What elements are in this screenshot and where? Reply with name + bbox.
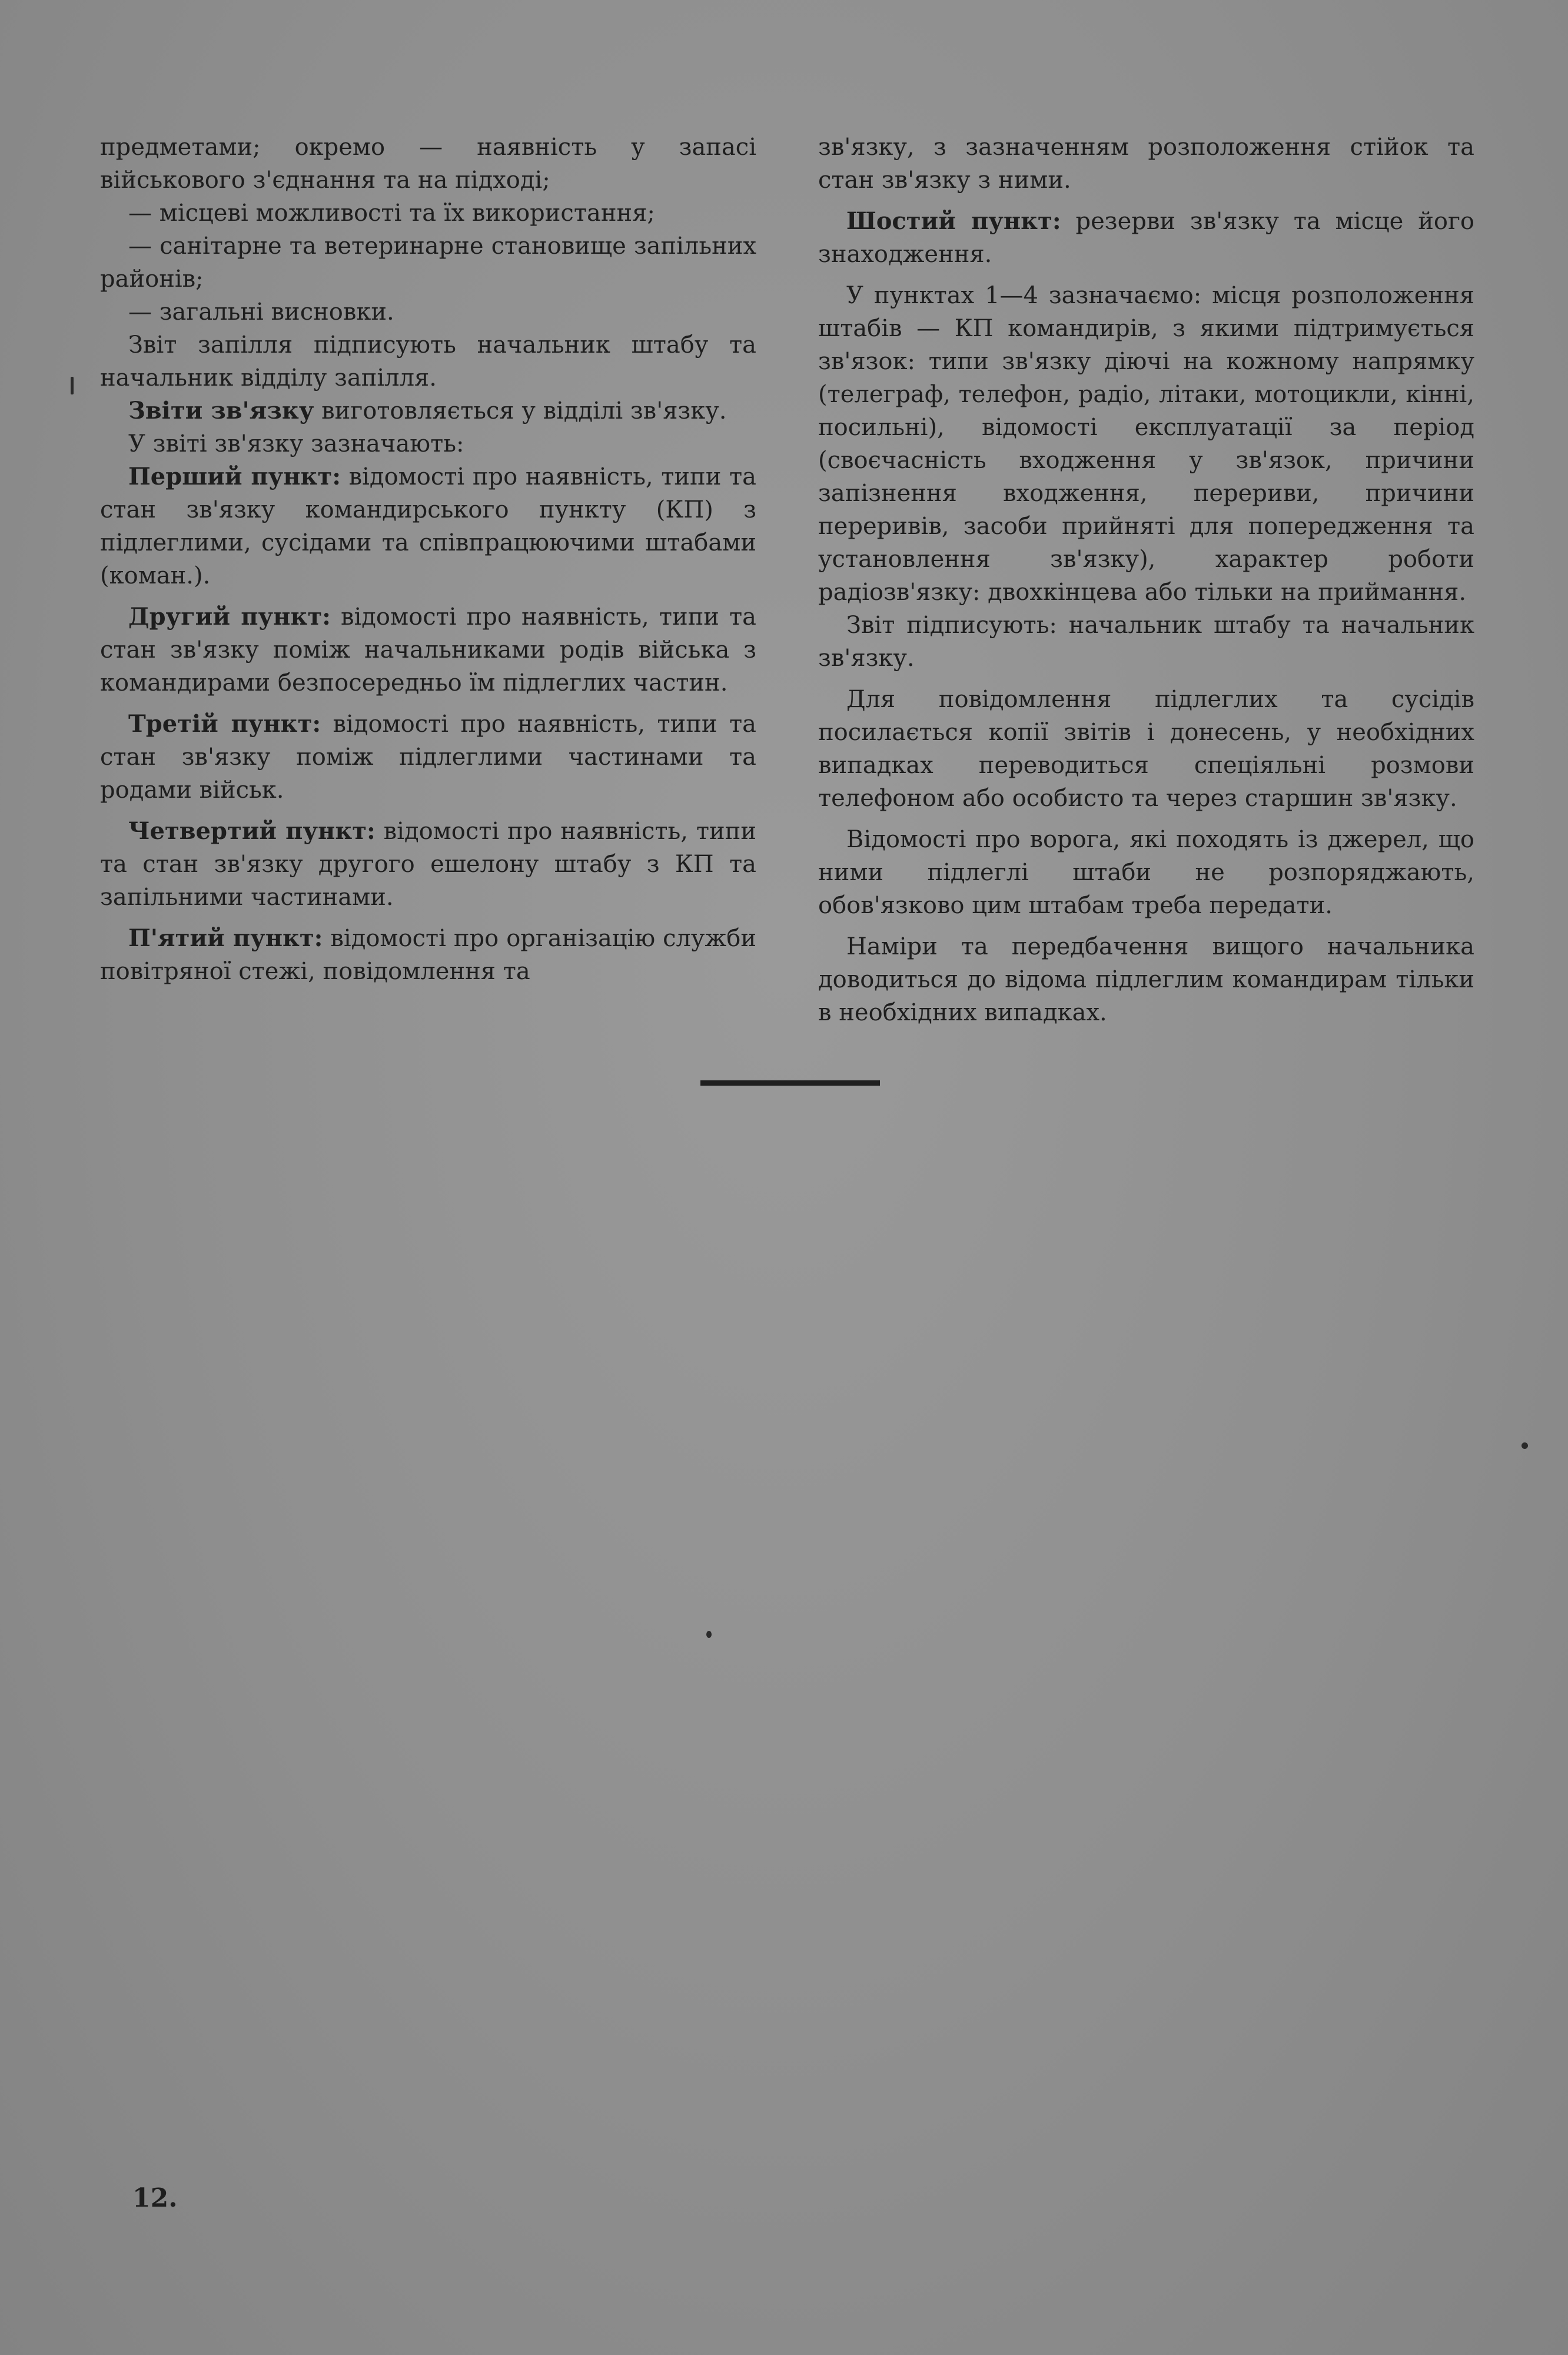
paragraph-lead: Перший пункт: (128, 463, 341, 490)
paragraph-lead: Другий пункт: (128, 603, 331, 631)
left-column (100, 131, 756, 988)
paragraph: предметами; окремо — наявність у запасі військового з'єднання та на підході; (100, 134, 756, 194)
paragraph-lead: П'ятий пункт: (128, 924, 323, 952)
paragraph-lead: Четвертий пункт: (128, 817, 376, 845)
paragraph: Для повідомлення підлеглих та сусідів посилається копії звітів і донесень, у необхідних випадках переводиться спеціяльні розмови телефоном або особисто та через старшин зв'язку. (818, 686, 1474, 812)
paragraph: Другий пункт: відомості про наявність, типи та стан зв'язку поміж начальниками родів війська з командирами безпосередньо їм підлеглих частин. (100, 603, 757, 696)
print-speck (71, 377, 74, 394)
paragraph: Звіт запілля підписують начальник штабу та начальник відділу запілля. (100, 331, 756, 392)
paragraph: Шостий пункт: резерви зв'язку та місце його знаходження. (818, 207, 1474, 268)
print-speck (1522, 1442, 1528, 1449)
paragraph: — санітарне та ветеринарне становище запільних районів; (100, 233, 756, 293)
paragraph-lead: Шостий пункт: (846, 207, 1061, 235)
paragraph: Перший пункт: відомості про наявність, типи та стан зв'язку командирського пункту (КП) з підлеглими, сусідами та співпрацюючими штабами (коман.). (100, 463, 756, 589)
paragraph: Четвертий пункт: відомості про наявність, типи та стан зв'язку другого ешелону штабу з КП та запільними частинами. (100, 817, 756, 911)
paragraph: — загальні висновки. (128, 298, 394, 326)
paragraph: Наміри та передбачення вищого начальника доводиться до відома підлеглим командирам тільки в необхідних випадках. (818, 933, 1474, 1026)
paragraph: Третій пункт: відомості про наявність, типи та стан зв'язку поміж підлеглими частинами та родами військ. (100, 710, 757, 804)
paragraph: У звіті зв'язку зазначають: (128, 430, 464, 457)
paragraph-lead: Звіти зв'язку (128, 397, 314, 424)
paragraph: Звіти зв'язку виготовляється у відділі зв'язку. (128, 397, 727, 424)
paragraph: Відомості про ворога, які походять із джерел, що ними підлеглі штаби не розпоряджають, обов'язково цим штабам треба передати. (818, 826, 1474, 919)
paragraph: зв'язку, з зазначенням розположення стійок та стан зв'язку з ними. (818, 134, 1474, 194)
section-divider (700, 1080, 880, 1086)
page-number: 12. (132, 2183, 178, 2213)
paragraph-lead: Третій пункт: (128, 710, 321, 738)
right-column (818, 131, 1474, 1029)
paragraph: У пунктах 1—4 зазначаємо: місця розположення штабів — КП командирів, з якими підтримується зв'язок: типи зв'язку діючі на кожному напрямку (телеграф, телефон, радіо, літаки, мотоцикли, кінні, посильні), відомості експлуатації за період (своєчасність входження у зв'язок, причини запізнення входження, перериви, причини переривів, засоби прийняті для попередження та установлення зв'язку), характер роботи радіозв'язку: двохкінцева або тільки на приймання. (818, 282, 1474, 606)
paragraph: П'ятий пункт: відомості про організацію служби повітряної стежі, повідомлення та (100, 924, 756, 985)
paragraph: Звіт підписують: начальник штабу та начальник зв'язку. (818, 612, 1474, 672)
print-speck (706, 1631, 712, 1638)
paragraph: — місцеві можливості та їх використання; (128, 200, 655, 227)
